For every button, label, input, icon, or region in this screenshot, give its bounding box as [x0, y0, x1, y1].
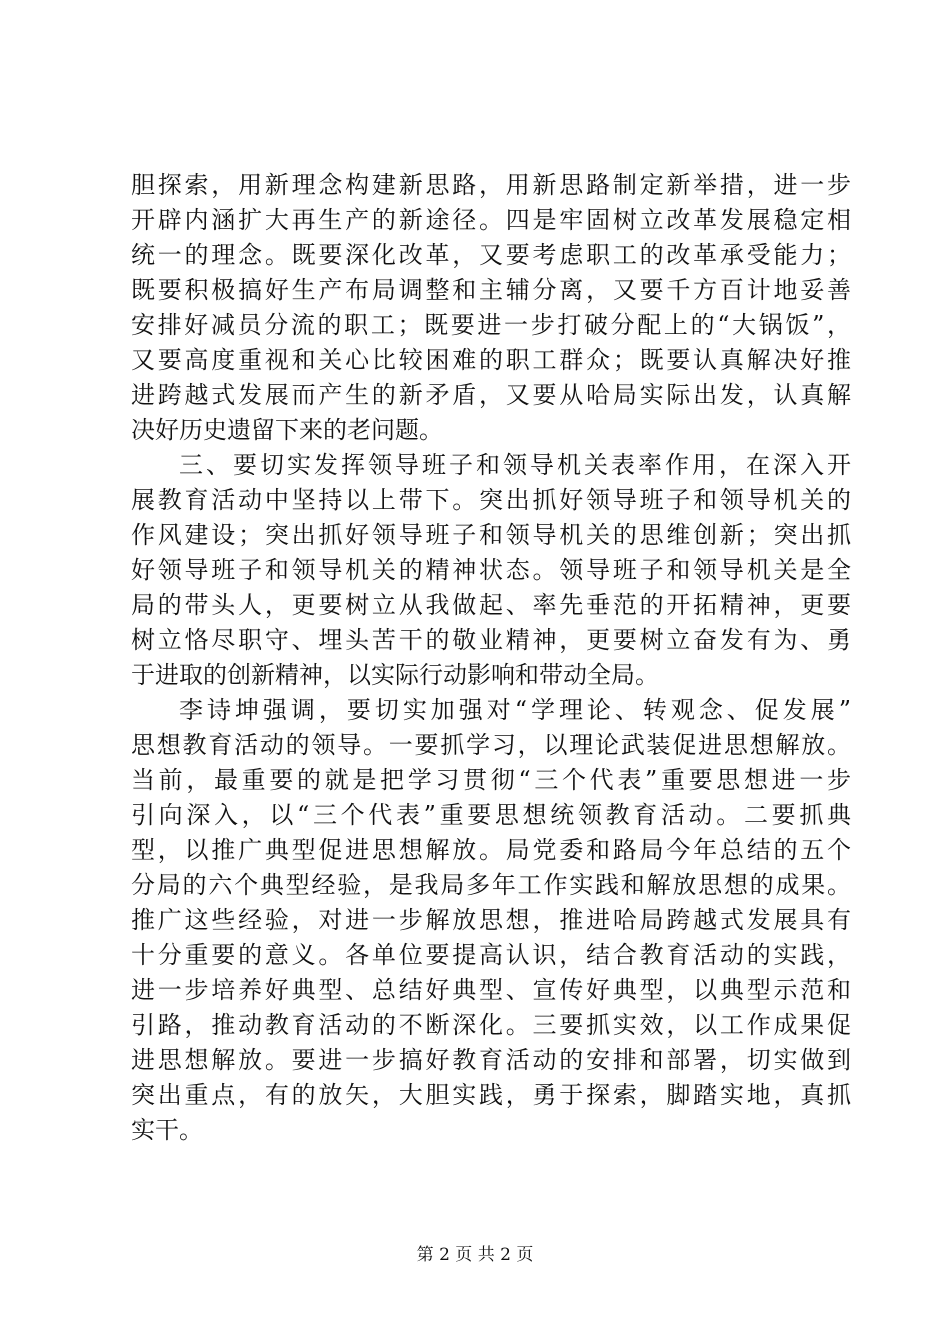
text-line: 突出重点，有的放矢，大胆实践，勇于探索，脚踏实地，真抓	[131, 1081, 851, 1109]
text-line: 既要积极搞好生产布局调整和主辅分离，又要千方百计地妥善	[131, 276, 851, 304]
text-line: 决好历史遗留下来的老问题。	[131, 416, 443, 444]
text-line: 又要高度重视和关心比较困难的职工群众；既要认真解决好推	[131, 346, 851, 374]
text-line: 分局的六个典型经验，是我局多年工作实践和解放思想的成果。	[131, 871, 851, 899]
text-line: 引向深入，以“三个代表”重要思想统领教育活动。二要抓典	[131, 801, 851, 829]
body-text	[131, 168, 851, 1148]
text-line: 当前，最重要的就是把学习贯彻“三个代表”重要思想进一步	[131, 766, 851, 794]
text-line: 实干。	[131, 1116, 203, 1144]
text-line: 李诗坤强调，要切实加强对“学理论、转观念、促发展”	[179, 696, 851, 724]
text-line: 展教育活动中坚持以上带下。突出抓好领导班子和领导机关的	[131, 486, 851, 514]
text-line: 推广这些经验，对进一步解放思想，推进哈局跨越式发展具有	[131, 906, 851, 934]
text-line: 局的带头人，更要树立从我做起、率先垂范的开拓精神，更要	[131, 591, 851, 619]
text-line: 进思想解放。要进一步搞好教育活动的安排和部署，切实做到	[131, 1046, 851, 1074]
text-line: 胆探索，用新理念构建新思路，用新思路制定新举措，进一步	[131, 171, 851, 199]
text-line: 作风建设；突出抓好领导班子和领导机关的思维创新；突出抓	[131, 521, 851, 549]
text-line: 开辟内涵扩大再生产的新途径。四是牢固树立改革发展稳定相	[131, 206, 851, 234]
text-line: 型，以推广典型促进思想解放。局党委和路局今年总结的五个	[131, 836, 851, 864]
page-number-footer: 第 2 页 共 2 页	[416, 1245, 534, 1265]
text-line: 引路，推动教育活动的不断深化。三要抓实效，以工作成果促	[131, 1011, 851, 1039]
text-line: 好领导班子和领导机关的精神状态。领导班子和领导机关是全	[131, 556, 851, 584]
text-line: 思想教育活动的领导。一要抓学习，以理论武装促进思想解放。	[131, 731, 851, 759]
text-line: 安排好减员分流的职工；既要进一步打破分配上的“大锅饭”，	[131, 311, 851, 339]
text-line: 于进取的创新精神，以实际行动影响和带动全局。	[131, 661, 659, 689]
text-line: 进一步培养好典型、总结好典型、宣传好典型，以典型示范和	[131, 976, 851, 1004]
text-line: 统一的理念。既要深化改革，又要考虑职工的改革承受能力；	[131, 241, 851, 269]
text-line: 三、要切实发挥领导班子和领导机关表率作用，在深入开	[179, 451, 851, 479]
text-line: 树立恪尽职守、埋头苦干的敬业精神，更要树立奋发有为、勇	[131, 626, 851, 654]
text-line: 进跨越式发展而产生的新矛盾，又要从哈局实际出发，认真解	[131, 381, 851, 409]
text-line: 十分重要的意义。各单位要提高认识，结合教育活动的实践，	[131, 941, 851, 969]
